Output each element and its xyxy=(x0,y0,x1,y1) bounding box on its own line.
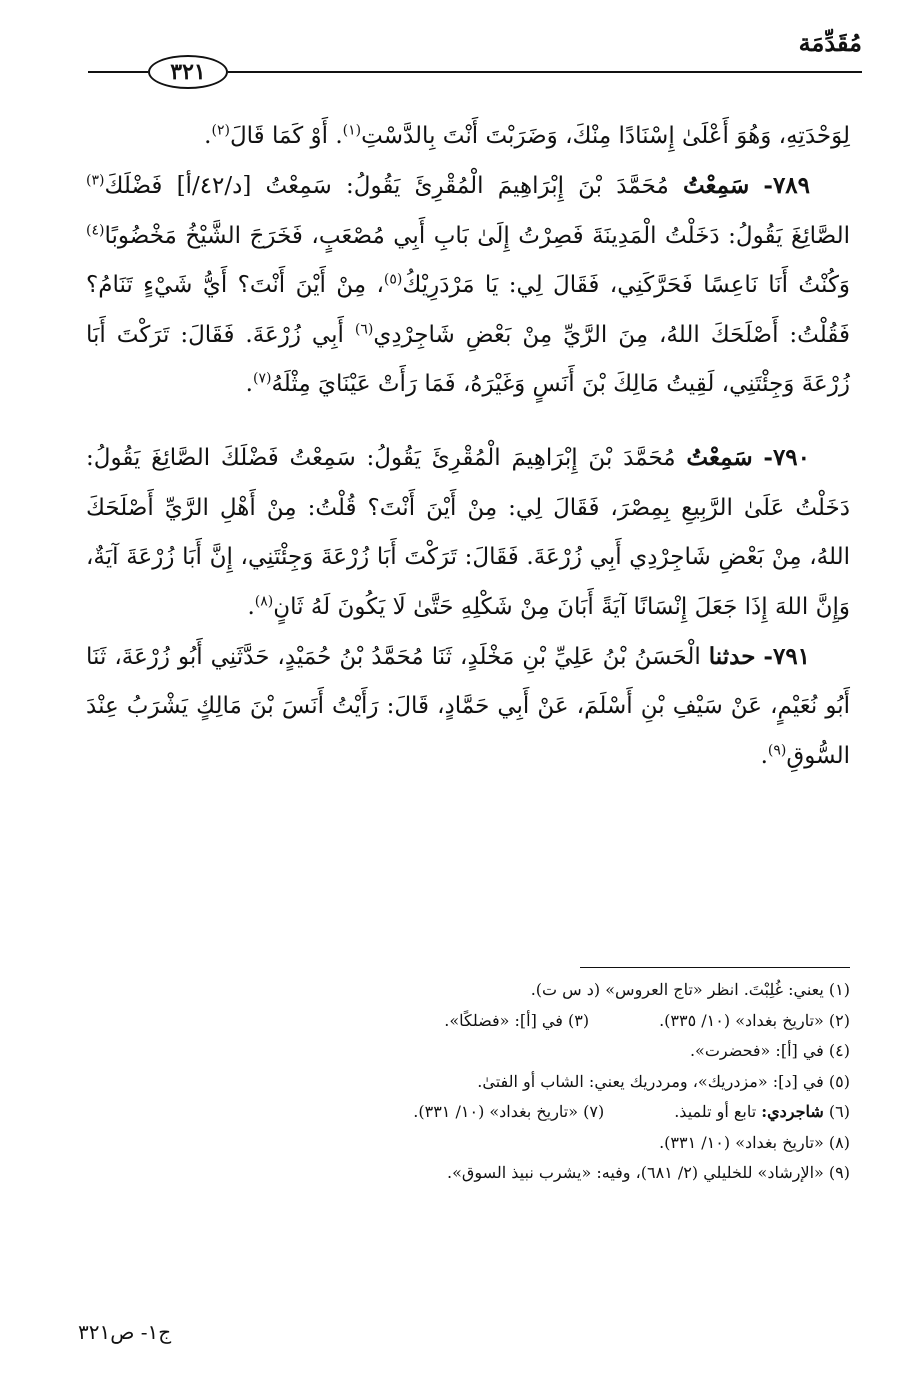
footnote-ref: (٦) xyxy=(354,320,374,337)
hadith-number: ٧٨٩- xyxy=(763,172,811,200)
footnote-line xyxy=(86,1158,850,1189)
footnote-ref: (٤) xyxy=(86,222,105,239)
footnote-line xyxy=(86,1006,850,1037)
header-rule-left xyxy=(88,71,148,73)
hadith-number: ٧٩١- xyxy=(763,643,811,671)
footnote-4: (٤) في [أ]: «فحضرت». xyxy=(689,1041,850,1060)
running-head: مُقَدِّمَة xyxy=(798,28,862,57)
hadith-number: ٧٩٠- xyxy=(763,444,810,472)
footnote-9: (٩) «الإرشاد» للخليلي (٢/ ٦٨١)، وفيه: «يشرب نبيذ السوق». xyxy=(447,1163,850,1182)
page-number: ٣٢١ xyxy=(148,55,228,89)
footnote-6: (٦) شاجردي: تابع أو تلميذ. xyxy=(674,1102,850,1121)
footnote-line xyxy=(86,1097,850,1128)
footnote-3: (٣) في [أ]: «فضلكًا». xyxy=(444,1010,590,1030)
main-text xyxy=(86,112,850,781)
footnote-ref: (٨) xyxy=(254,593,274,609)
page-reference: ج١- ص٣٢١ xyxy=(78,1320,172,1344)
footnote-ref: (١) xyxy=(342,122,362,139)
hadith-keyword: حدثنا xyxy=(708,643,756,671)
footnote-rule xyxy=(580,967,850,968)
header-rule xyxy=(228,71,862,73)
footnote-line xyxy=(86,1128,850,1159)
footnote-ref: (٩) xyxy=(767,742,787,759)
hadith-keyword: سَمِعْتُ xyxy=(686,444,753,472)
footnotes xyxy=(86,975,850,1189)
footnote-ref: (٢) xyxy=(211,122,230,139)
hadith-789: ٧٨٩- سَمِعْتُ مُحَمَّدَ بْنَ إِبْرَاهِيمَ الْمُقْرِئَ يَقُولُ: سَمِعْتُ [د/٤٢/أ] فَضْلَكَ$^{(٣)}$ الصَّائِغَ يَقُولُ: دَخَلْتُ الْمَدِينَةَ فَصِرْتُ إِلَىٰ بَابِ أَبِي مُصْعَبٍ، فَخَرَجَ الشَّيْخُ مَخْضُوبًا$^{(٤)}$ وَكُنْتُ أَنَا نَاعِسًا فَحَرَّكَنِي، فَقَالَ لِي: يَا مَرْدَرِيْكُ$^{(٥)}$، مِنْ أَيْنَ أَنْتَ؟ أَيُّ شَيْءٍ تَنَامُ؟ فَقُلْتُ: أَصْلَحَكَ اللهُ، مِنَ الرَّيِّ مِنْ بَعْضِ شَاجِرْدِي$^{(٦)}$ أَبِي زُرْعَةَ. فَقَالَ: تَرَكْتَ أَبَا زُرْعَةَ وَجِئْتَنِي، لَقِيتُ مَالِكَ بْنَ أَنَسٍ وَغَيْرَهُ، فَمَا رَأَتْ عَيْنَايَ مِثْلَهُ$^{(٧)}$. xyxy=(86,172,851,398)
footnote-2: (٢) «تاريخ بغداد» (١٠/ ٣٣٥). xyxy=(659,1010,850,1030)
footnote-ref: (٥) xyxy=(383,271,403,288)
footnote-line xyxy=(86,1067,850,1098)
hadith-790: ٧٩٠- سَمِعْتُ مُحَمَّدَ بْنَ إِبْرَاهِيمَ الْمُقْرِئَ يَقُولُ: سَمِعْتُ فَضْلَكَ الصَّائِغَ يَقُولُ: دَخَلْتُ عَلَىٰ الرَّبِيعِ بِمِصْرَ، فَقَالَ لِي: مِنْ أَيْنَ أَنْتَ؟ قُلْتُ: مِنْ أَهْلِ الرَّيِّ أَصْلَحَكَ اللهُ، مِنْ بَعْضِ شَاجِرْدِي أَبِي زُرْعَةَ. فَقَالَ: تَرَكْتَ أَبَا زُرْعَةَ وَجِئْتَنِي، إِنَّ أَبَا زُرْعَةَ آيَةٌ، وَإِنَّ اللهَ إِذَا جَعَلَ إِنْسَانًا آيَةً أَبَانَ مِنْ شَكْلِهِ حَتَّىٰ لَا يَكُونَ لَهُ ثَانٍ$^{(٨)}$. xyxy=(86,444,850,620)
footnote-7: (٧) «تاريخ بغداد» (١٠/ ٣٣١). xyxy=(413,1102,605,1121)
footnote-8: (٨) «تاريخ بغداد» (١٠/ ٣٣١). xyxy=(659,1132,850,1152)
footnote-line xyxy=(86,975,850,1006)
paragraph-continuation: لِوَحْدَتِهِ، وَهُوَ أَعْلَىٰ إِسْنَادًا مِنْكَ، وَضَرَبْتَ أَنْتَ بِالدَّسْتِ$^{(١)}$. أَوْ كَمَا قَالَ$^{(٢)}$. xyxy=(204,122,850,149)
hadith-791: ٧٩١- حدثنا الْحَسَنُ بْنُ عَلِيِّ بْنِ مَخْلَدٍ، ثَنَا مُحَمَّدُ بْنُ حُمَيْدٍ، حَدَّثَنِي أَبُو زُرْعَةَ، ثَنَا أَبُو نُعَيْمٍ، عَنْ سَيْفِ بْنِ أَسْلَمَ، عَنْ أَبِي حَمَّادٍ، قَالَ: رَأَيْتُ أَنَسَ بْنَ مَالِكٍ يَشْرَبُ عِنْدَ السُّوقِ$^{(٩)}$. xyxy=(86,643,850,769)
footnote-ref: (٧) xyxy=(252,370,272,387)
footnote-1: (١) يعني: غُلِبْتَ. انظر «تاج العروس» (د س ت). xyxy=(530,980,850,999)
hadith-keyword: سَمِعْتُ xyxy=(682,172,750,200)
footnote-line xyxy=(86,1036,850,1067)
footnote-5: (٥) في [د]: «مزدريك»، ومردريك يعني: الشاب أو الفتىٰ. xyxy=(477,1071,850,1091)
footnote-ref: (٣) xyxy=(86,172,105,189)
